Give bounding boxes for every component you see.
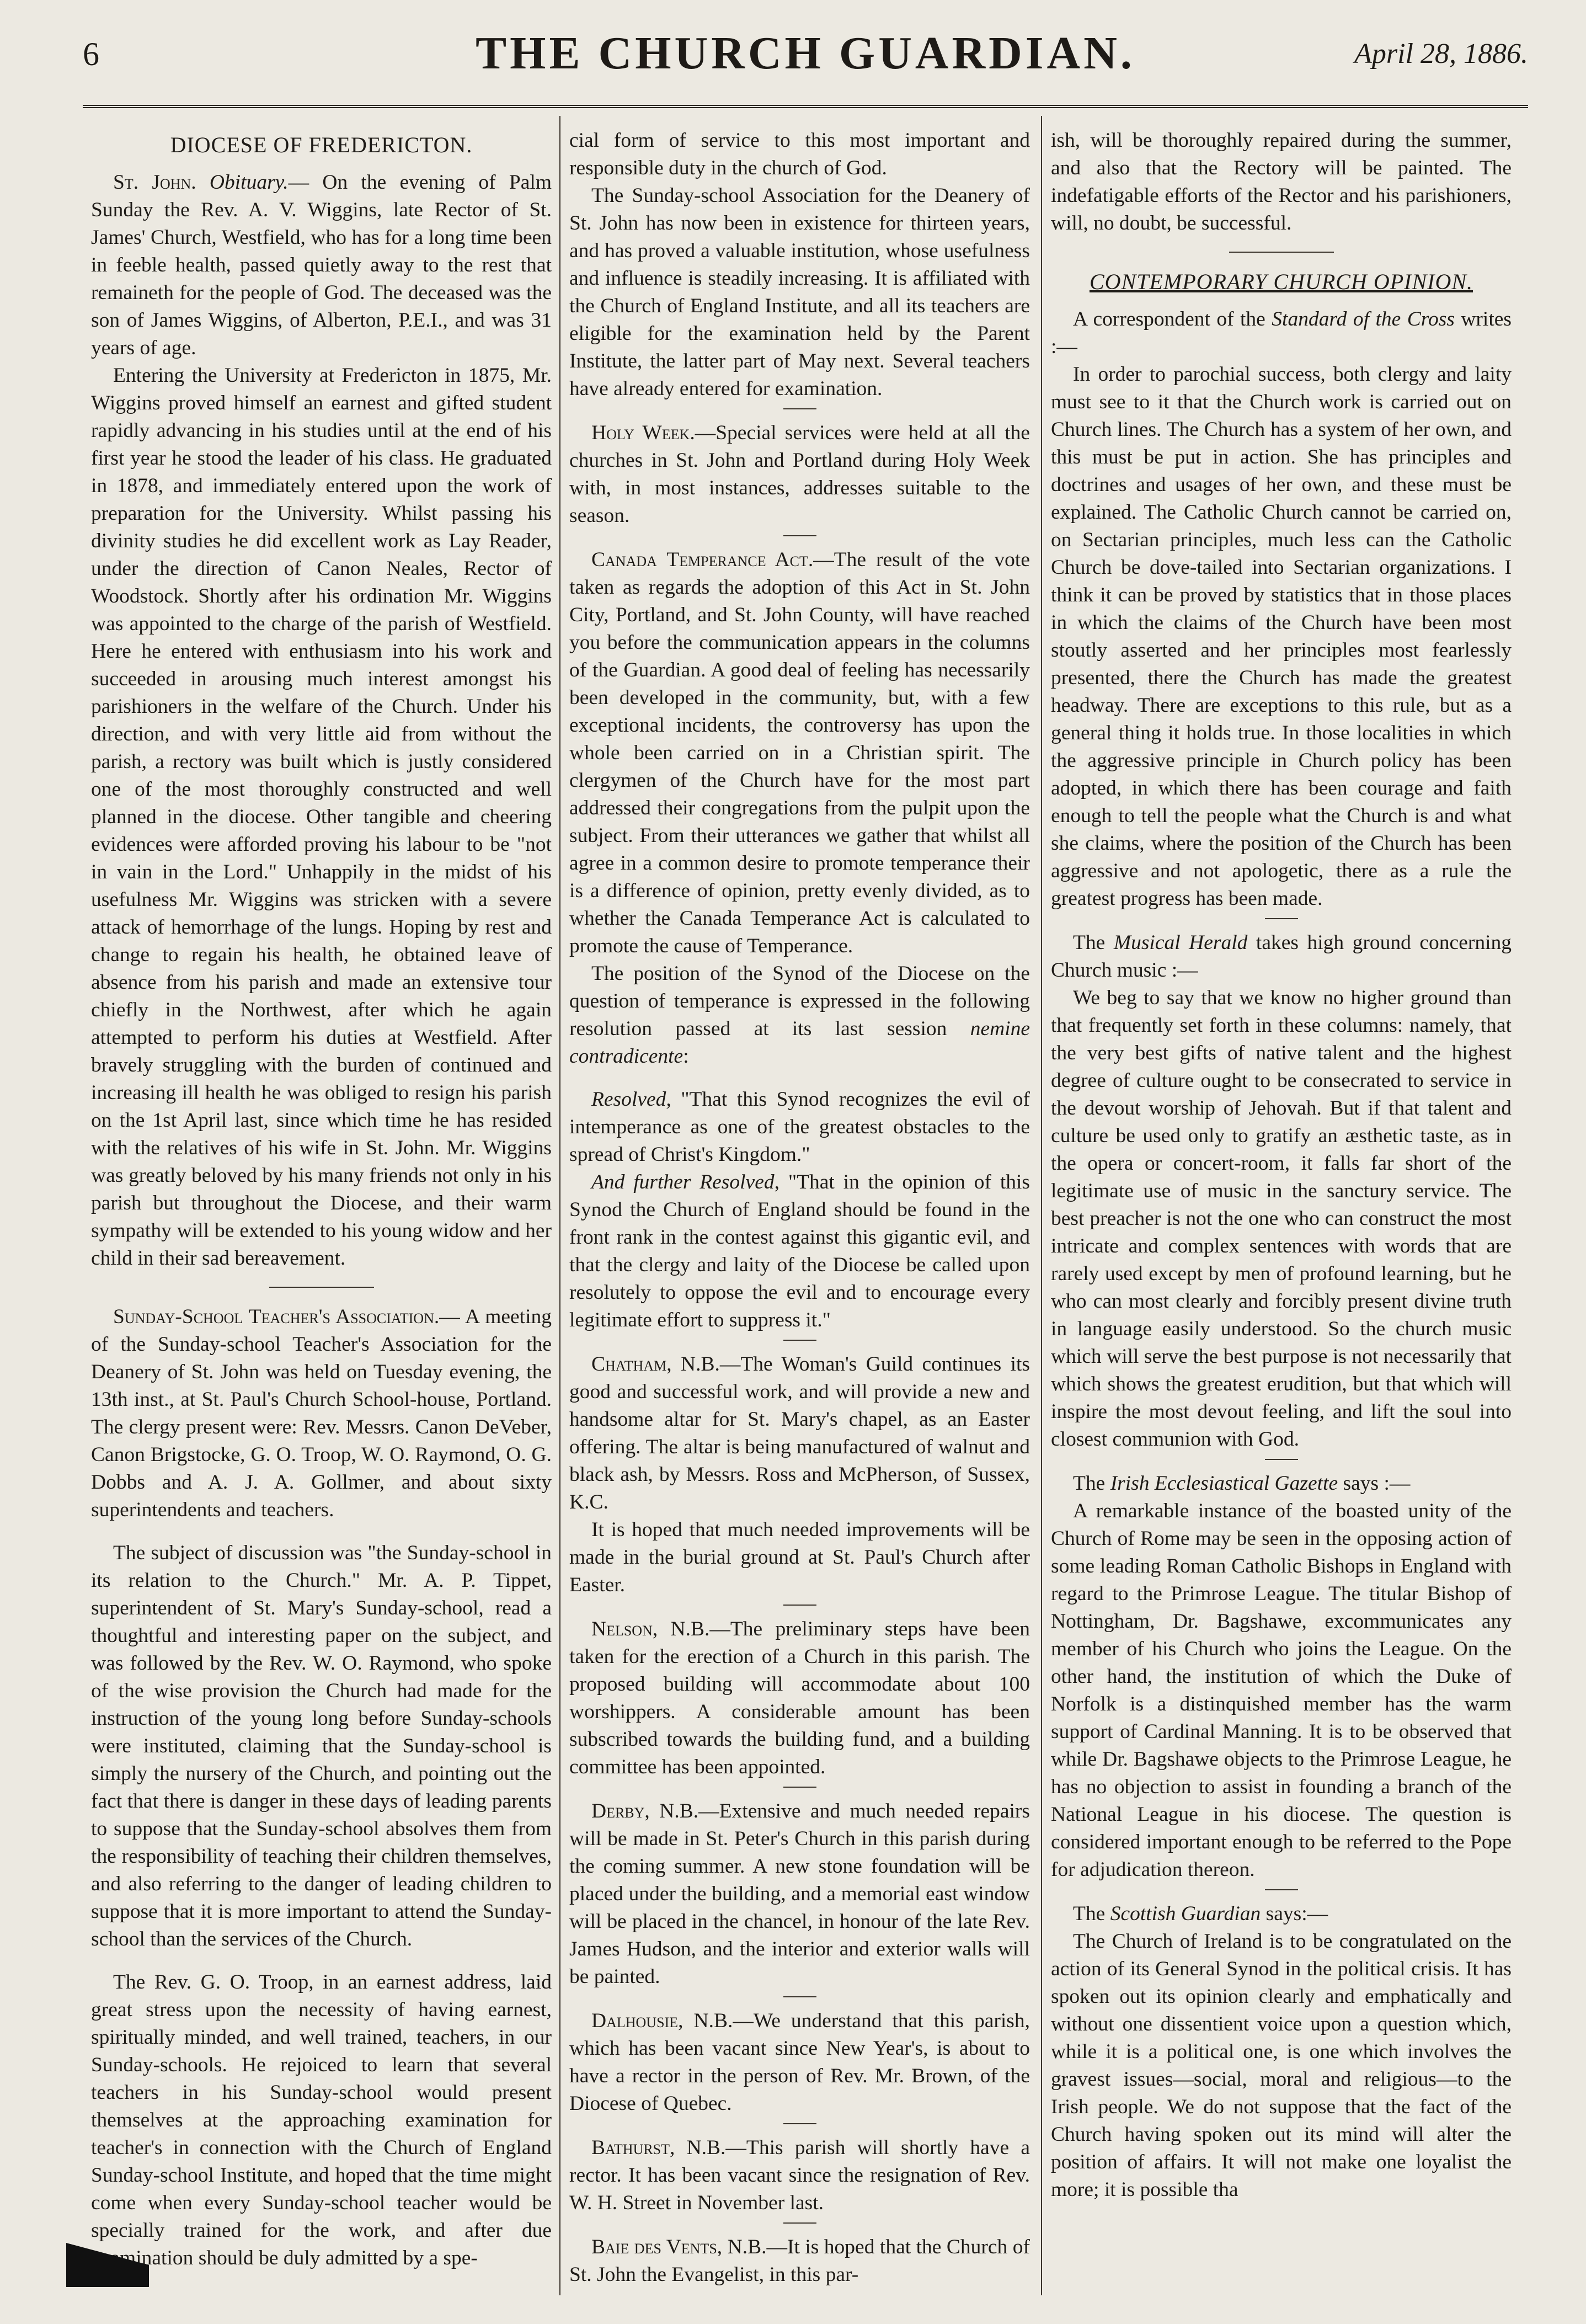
issue-date: April 28, 1886. [1354,38,1528,70]
resolution-1: Resolved, "That this Synod recognizes the evil of intemperance as one of the greatest obstacles to the spread of Christ's Kingdom." [569,1088,1030,1166]
short-separator [1265,918,1298,919]
column-divider-1 [559,116,560,2295]
scottish-guardian-quote: The Church of Ireland is to be congratulated on the action of its General Synod in the political crisis. It has spoken out its opinion clearly and emphatically and without one dissentient voice upon a question which, while it is a political one, is one which involves the gravest issues—social, moral and religious—to the Irish people. We do not suppose that the fact of the Church having spoken out its mind will alter the position of affairs. It will not make one loyalist the more; it is possible tha [1051,1930,1512,2201]
sunday-school-paragraph-3: The Rev. G. O. Troop, in an earnest address, laid great stress upon the necessity of having earnest, spiritually minded, and well trained, teachers, in our Sunday-schools. He rejoiced to learn that several teachers in his Sunday-school would present themselves at the approaching examination for teacher's in connection with the Church of England Sunday-school Institute, and hoped that the time might come when every Sunday-school teacher would be specially trained for the work, and after due examination should be duly admitted by a spe- [91,1971,552,2269]
temperance-paragraph-1: Canada Temperance Act.—The result of the vote taken as regards the adoption of this Act in St. John City, Portland, and St. John County, will have reached you before the communication appears in the columns of the Guardian. A good deal of feeling has necessarily been developed in the community, but, with a few exceptional incidents, the controversy has upon the whole been carried on in a Christian spirit. The clergymen of the Church have for the most part addressed their congregations from the pulpit upon the subject. From their utterances we gather that whilst all agree in a common desire to promote temperance their is a difference of opinion, pretty evenly divided, as to whether the Canada Temperance Act is calculated to promote the cause of Temperance. [569,548,1030,957]
short-separator [783,1340,816,1341]
musical-herald-quote: We beg to say that we know no higher ground than that frequently set forth in these columns: namely, that the very best gifts of native talent and the highest degree of culture ought to be consecrated to service in the devout worship of Jehovah. But if that talent and culture be used only to gratify an æsthetic taste, as in the opera or concert-room, it falls far short of the legitimate use of music in the sanctury service. The best preacher is not the one who can construct the most intricate and complex sentences with words that are rarely used except by men of profound learning, but he who can most clearly and forcibly present divine truth in language easily understood. So the church music which will serve the best purpose is not necessarily that which shows the greatest erudition, but that which will inspire the most devout feeling, and lift the soul into closest communion with God. [1051,987,1512,1451]
contemporary-opinion-heading: CONTEMPORARY CHURCH OPINION. [1089,269,1473,294]
page-number: 6 [83,36,99,72]
derby-paragraph: Derby, N.B.—Extensive and much needed repairs will be made in St. Peter's Church in this parish during the coming summer. A new stone foundation will be placed under the building, and a memorial east window will be placed in the chancel, in honour of the late Rev. James Hudson, and the interior and exterior walls will be painted. [569,1800,1030,1988]
column-3 [1051,127,1512,2293]
short-separator [1265,1459,1298,1460]
temperance-paragraph-2: The position of the Synod of the Diocese on the question of temperance is expressed in the following resolution passed at its last session nemine contradicente: [569,962,1030,1068]
continued-paragraph: cial form of service to this most important and responsible duty in the church of God. [569,129,1030,179]
association-paragraph: The Sunday-school Association for the Deanery of St. John has now been in existence for thirteen years, and has proved a valuable institution, whose usefulness and influence is steadily increasing. It is affiliated with the Church of England Institute, and all its teachers are eligible for the examination held by the Parent Institute, the latter part of May next. Several teachers have already entered for examination. [569,184,1030,400]
bathurst-title: Bathurst, [591,2136,675,2159]
sunday-school-text: — A meeting of the Sunday-school Teacher's Association for the Deanery of St. John was held on Tuesday evening, the 13th inst., at St. Paul's Church School-house, Portland. The clergy present were: Rev. Messrs. Canon DeVeber, Canon Brigstocke, G. O. Troop, W. O. Raymond, O. G. Dobbs and A. J. A. Gollmer, and about sixty superintendents and teachers. [91,1305,552,1521]
column-2 [569,127,1030,2293]
chatham-paragraph: Chatham, N.B.—The Woman's Guild continues its good and successful work, and will provide a new and handsome altar for St. Mary's chapel, as an Easter offering. The altar is being manufactured of walnut and black ash, by Messrs. Ross and McPherson, of Sussex, K.C. [569,1353,1030,1513]
column-divider-2 [1041,116,1042,2295]
resolution-2: And further Resolved, "That in the opinion of this Synod the Church of England should be found in the front rank in the contest against this gigantic evil, and that the clergy and laity of the Diocese be called upon resolutely to oppose the evil and to encourage every legitimate effort to suppress it." [569,1171,1030,1331]
masthead-rule [83,105,1528,108]
baie-des-vents-title: Baie des Vents, [591,2236,723,2258]
chatham-paragraph-2: It is hoped that much needed improvements will be made in the burial ground at St. Paul's Church after Easter. [569,1518,1030,1596]
column-1 [91,127,552,2293]
irish-gazette-quote: A remarkable instance of the boasted unity of the Church of Rome may be seen in the opposing action of some leading Roman Catholic Bishops in England with regard to the Primrose League. The titular Bishop of Nottingham, Dr. Bagshawe, excommunicates any member of his Church who joins the League. On the other hand, the institution of which the Duke of Norfolk is a distinquished member has the warm support of Cardinal Manning. It is to be observed that while Dr. Bagshawe objects to the Primrose League, he has no objection to assist in founding a branch of the National League in his diocese. The question is considered important enough to be referred to the Pope for adjudication thereon. [1051,1500,1512,1881]
page-corner-mark [66,2243,149,2287]
standard-intro: A correspondent of the Standard of the Cross writes :— [1051,308,1512,358]
nelson-title: Nelson, [591,1618,658,1640]
dalhousie-paragraph: Dalhousie, N.B.—We understand that this parish, which has been vacant since New Year's, is about to have a rector in the person of Rev. Mr. Brown, of the Diocese of Quebec. [569,2009,1030,2115]
continued-paragraph: ish, will be thoroughly repaired during the summer, and also that the Rectory will be painted. The indefatigable efforts of the Rector and his parishioners, will, no doubt, be successful. [1051,129,1512,234]
short-separator [783,2123,816,2124]
short-separator [783,2222,816,2224]
chatham-title: Chatham, [591,1353,672,1376]
short-separator [1265,1889,1298,1890]
nelson-paragraph: Nelson, N.B.—The preliminary steps have been taken for the erection of a Church in this parish. The proposed building will accommodate about 100 worshippers. A considerable amount has been subscribed towards the building fund, and a building committee has been appointed. [569,1618,1030,1778]
irish-gazette-intro: The Irish Ecclesiastical Gazette says :— [1073,1472,1411,1495]
baie-des-vents-paragraph: Baie des Vents, N.B.—It is hoped that the Church of St. John the Evangelist, in this par- [569,2236,1030,2286]
sunday-school-title: Sunday-School Teacher's Association. [113,1305,440,1328]
obituary-place: St. John. [113,171,196,194]
dalhousie-title: Dalhousie, [591,2009,683,2032]
newspaper-title: THE CHURCH GUARDIAN. [476,28,1135,79]
obituary-kicker: Obituary. [209,171,289,194]
article-separator [1229,252,1334,253]
diocese-heading: DIOCESE OF FREDERICTON. [170,132,473,157]
sunday-school-paragraph-1 [91,1303,552,1524]
masthead [83,23,1528,100]
holy-week-title: Holy Week. [591,422,695,444]
holy-week-paragraph: Holy Week.—Special services were held at all the churches in St. John and Portland during Holy Week with, in most instances, addresses suitable to the season. [569,422,1030,527]
short-separator [783,408,816,409]
scottish-guardian-intro: The Scottish Guardian says:— [1073,1902,1328,1925]
short-separator [783,1605,816,1606]
short-separator [783,535,816,536]
obituary-paragraph-2: Entering the University at Fredericton in 1875, Mr. Wiggins proved himself an earnest and gifted student rapidly advancing in his studies until at the end of his first year he stood the leader of his class. He graduated in 1878, and immediately entered upon the work of preparation for the University. Whilst passing his divinity studies he did excellent work as Lay Reader, under the direction of Canon Neales, Rector of Woodstock. Shortly after his ordination Mr. Wiggins was appointed to the charge of the parish of Westfield. Here he entered with enthusiasm into his work and succeeded in arousing much interest amongst his parishioners in the welfare of the Church. Under his direction, and with very little aid from without the parish, a rectory was built which is justly considered one of the most thoroughly constructed and well planned in the diocese. Other tangible and cheering evidences were afforded proving his labour to be "not in vain in the Lord." Unhappily in the midst of his usefulness Mr. Wiggins was stricken with a severe attack of hemorrhage of the lungs. Hoping by rest and change to regain his health, he obtained leave of absence from his parish and made an extensive tour chiefly in the Northwest, after which he again attempted to perform his duties at Westfield. After bravely struggling with the burden of continued and increasing ill health he was obliged to resign his parish on the 1st April last, since which time he has resided with the relatives of his wife in St. John. Mr. Wiggins was greatly beloved by his many friends not only in his parish but throughout the Diocese, and their warm sympathy will be extended to his young widow and her child in their sad bereavement. [91,364,552,1270]
sunday-school-paragraph-2: The subject of discussion was "the Sunday-school in its relation to the Church." Mr. A. P. Tippet, superintendent of St. Mary's Sunday-school, read a thoughtful and interesting paper on the subject, and was followed by the Rev. W. O. Raymond, who spoke of the wise provision the Church had made for the instruction of the young long before Sunday-schools were instituted, claiming that the Sunday-school is simply the nursery of the Church, and pointing out the fact that there is danger in these days of leading parents to suppose that the Sunday-school absolves them from the responsibility of teaching their children themselves, and also referring to the danger of leading children to suppose that it is more important to attend the Sunday-school than the services of the Church. [91,1542,552,1950]
derby-title: Derby, [591,1800,650,1822]
short-separator [783,1787,816,1788]
standard-quote: In order to parochial success, both clergy and laity must see to it that the Church work is carried out on Church lines. The Church has a system of her own, and this must be put in action. She has principles and doctrines and usages of her own, and these must be explained. The Catholic Church cannot be carried on, on Sectarian principles, much less can the Catholic Church be dove-tailed into Sectarian organizations. I think it can be proved by statistics that in those places in which the claims of the Church have been most stoutly asserted and her principles most fearlessly presented, there the Church has made the greatest headway. There are exceptions to this rule, but as a general thing it holds true. In those localities in which the aggressive principle in Church policy has been adopted, in which there has been courage and faith enough to tell the people what the Church is and what she claims, where the position of the Church has been aggressive and not apologetic, there as a rule the greatest progress has been made. [1051,363,1512,910]
musical-herald-intro: The Musical Herald takes high ground concerning Church music :— [1051,931,1512,982]
article-separator [269,1287,374,1288]
obituary-paragraph-1 [91,169,552,362]
short-separator [783,1996,816,1997]
temperance-title: Canada Temperance Act. [591,548,814,571]
obituary-text: — On the evening of Palm Sunday the Rev. A. V. Wiggins, late Rector of St. James' Church, Westfield, who has for a long time been in feeble health, passed quietly away to the rest that remaineth for the people of God. The deceased was the son of James Wiggins, of Alberton, P.E.I., and was 31 years of age. [91,171,552,359]
bathurst-paragraph: Bathurst, N.B.—This parish will shortly have a rector. It has been vacant since the resignation of Rev. W. H. Street in November last. [569,2136,1030,2214]
